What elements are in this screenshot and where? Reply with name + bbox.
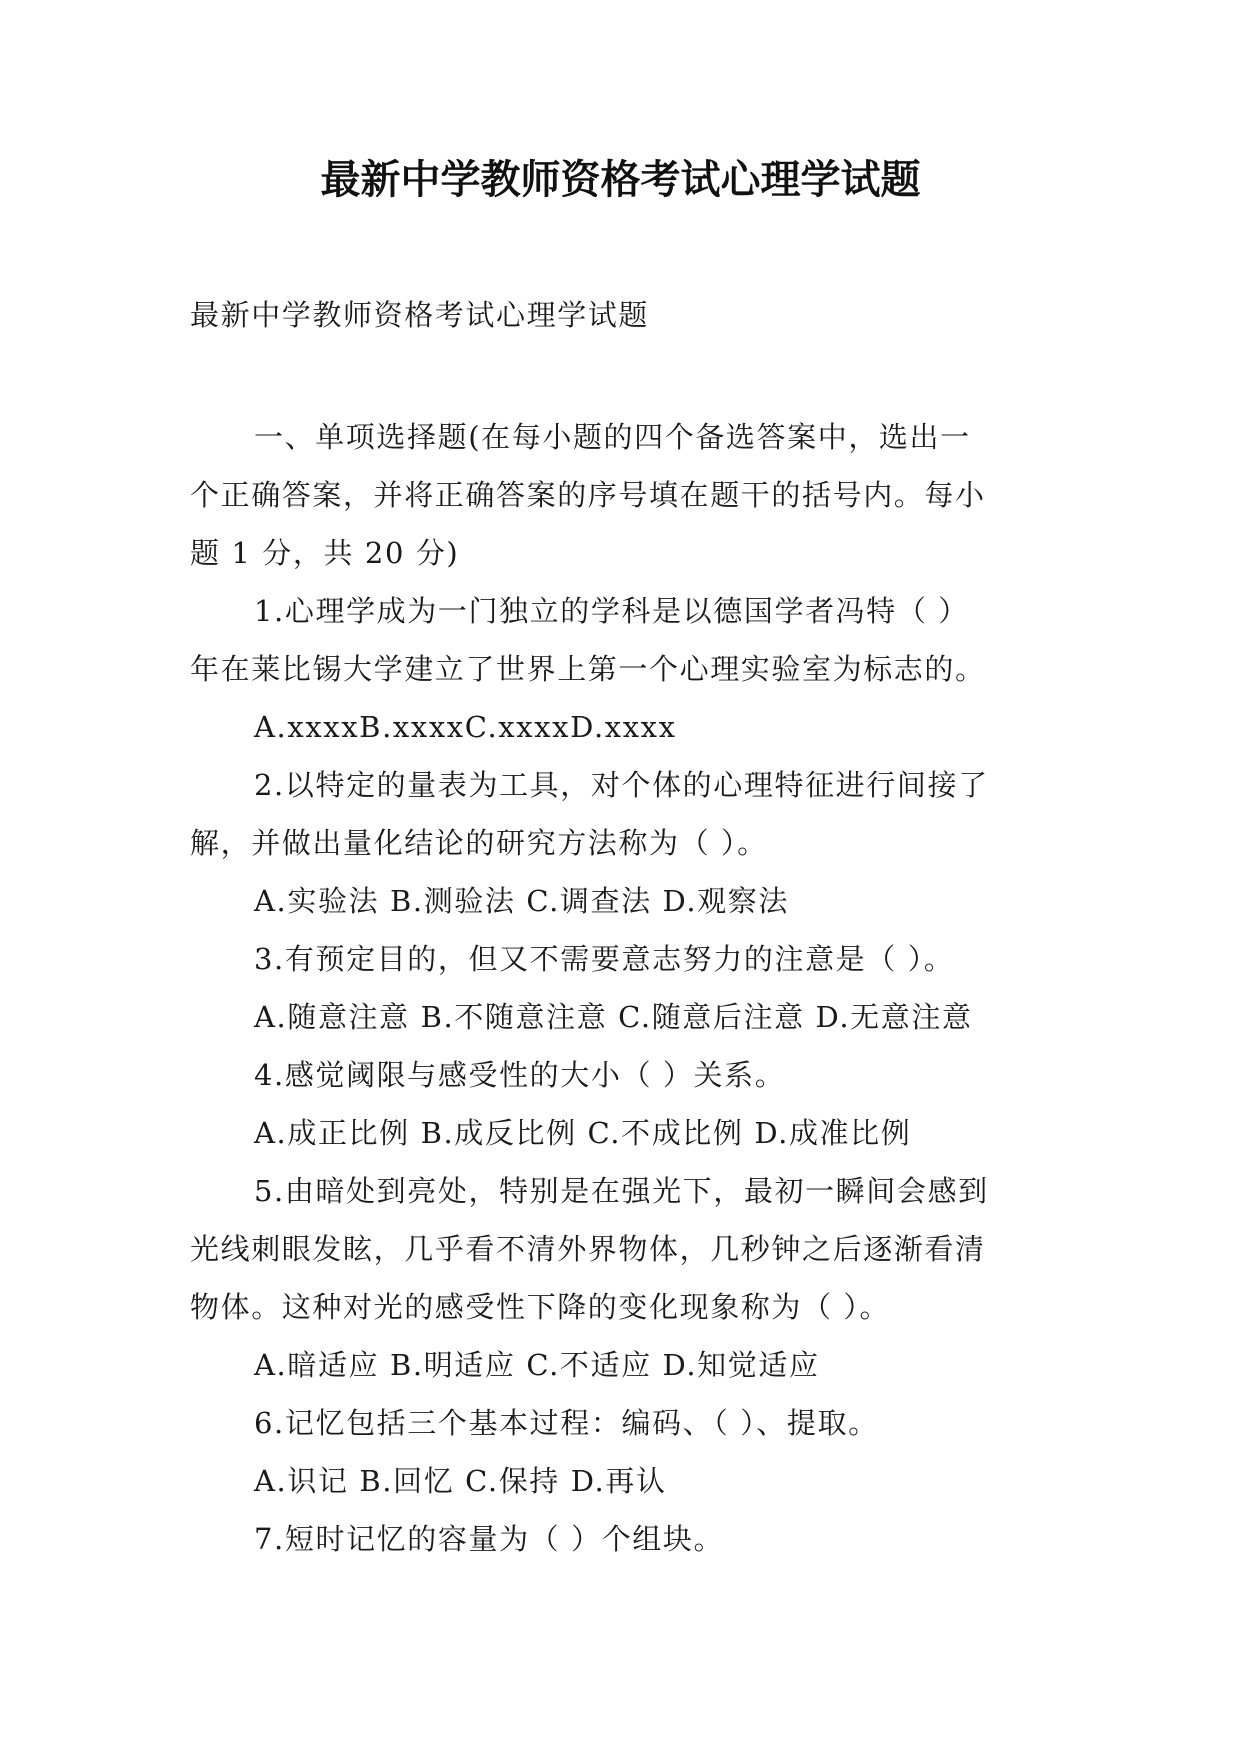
question-1-stem: 1.心理学成为一门独立的学科是以德国学者冯特（ ） (254, 594, 969, 628)
question-4-stem: 4.感觉阈限与感受性的大小（ ）关系。 (254, 1058, 786, 1092)
question-5-stem: 物体。这种对光的感受性下降的变化现象称为（ ）。 (190, 1290, 891, 1324)
question-5-stem: 光线刺眼发眩，几乎看不清外界物体，几秒钟之后逐渐看清 (190, 1232, 986, 1266)
question-1-stem: 年在莱比锡大学建立了世界上第一个心理实验室为标志的。 (190, 652, 986, 686)
question-6-options: A.识记 B.回忆 C.保持 D.再认 (254, 1464, 667, 1498)
question-2-stem: 解，并做出量化结论的研究方法称为（ ）。 (190, 826, 768, 860)
question-5-options: A.暗适应 B.明适应 C.不适应 D.知觉适应 (254, 1348, 820, 1382)
question-2-stem: 2.以特定的量表为工具，对个体的心理特征进行间接了 (254, 768, 989, 802)
spacer (190, 344, 1054, 408)
question-3-stem: 3.有预定目的，但又不需要意志努力的注意是（ ）。 (254, 942, 955, 976)
question-5-stem: 5.由暗处到亮处，特别是在强光下，最初一瞬间会感到 (254, 1174, 989, 1208)
question-7-stem: 7.短时记忆的容量为（ ）个组块。 (254, 1522, 725, 1556)
question-6-stem: 6.记忆包括三个基本过程：编码、（ ）、提取。 (254, 1406, 879, 1440)
section-instruction-line: 题 1 分，共 20 分) (190, 536, 460, 570)
document-subtitle: 最新中学教师资格考试心理学试题 (190, 298, 650, 332)
document-body (190, 286, 1054, 1568)
question-1-options: A.xxxxB.xxxxC.xxxxD.xxxx (254, 710, 677, 744)
question-3-options: A.随意注意 B.不随意注意 C.随意后注意 D.无意注意 (254, 1000, 973, 1034)
question-4-options: A.成正比例 B.成反比例 C.不成比例 D.成准比例 (254, 1116, 912, 1150)
section-instruction-line: 个正确答案，并将正确答案的序号填在题干的括号内。每小 (190, 478, 986, 512)
section-instruction-line: 一、单项选择题(在每小题的四个备选答案中，选出一 (254, 420, 971, 454)
document-title: 最新中学教师资格考试心理学试题 (320, 157, 921, 203)
question-2-options: A.实验法 B.测验法 C.调查法 D.观察法 (254, 884, 789, 918)
